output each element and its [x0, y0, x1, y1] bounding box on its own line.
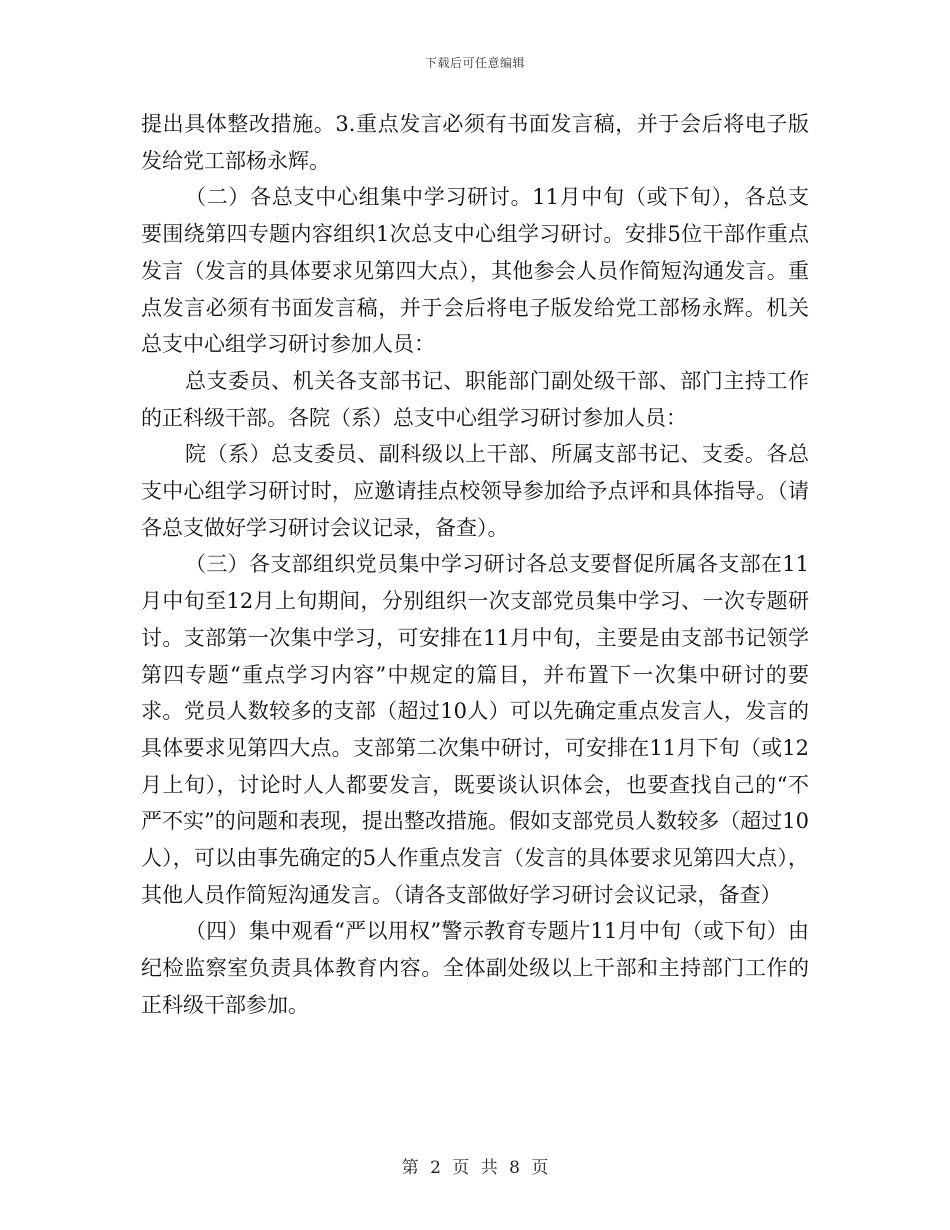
paragraph-section-3: （三）各支部组织党员集中学习研讨各总支要督促所属各支部在11月中旬至12月上旬期间，分别组织一次支部党员集中学习、一次专题研讨。支部第一次集中学习，可安排在11月中旬，主要是由支部书记领学第四专题“重点学习内容”中规定的篇目，并布置下一次集中研讨的要求。党员人数较多的支部（超过10人）可以先确定重点发言人，发言的具体要求见第四大点。支部第二次集中研讨，可安排在11月下旬（或12月上旬），讨论时人人都要发言，既要谈认识体会，也要查找自己的“不严不实”的问题和表现，提出整改措施。假如支部党员人数较多（超过10人），可以由事先确定的5人作重点发言（发言的具体要求见第四大点），其他人员作简短沟通发言。（请各支部做好学习研讨会议记录，备查）: [141, 552, 809, 907]
paragraph-participants-office: 总支委员、机关各支部书记、职能部门副处级干部、部门主持工作的正科级干部。各院（系）总支中心组学习研讨参加人员：: [141, 368, 809, 430]
page-header: 下载后可任意编辑: [424, 56, 525, 70]
paragraph-section-4: （四）集中观看“严以用权”警示教育专题片11月中旬（或下旬）由纪检监察室负责具体教育内容。全体副处级以上干部和主持部门工作的正科级干部参加。: [141, 919, 809, 1017]
page-footer: 第 2 页 共 8 页: [401, 1158, 549, 1178]
paragraph-participants-college: 院（系）总支委员、副科级以上干部、所属支部书记、支委。各总支中心组学习研讨时，应邀请挂点校领导参加给予点评和具体指导。（请各总支做好学习研讨会议记录，备查）。: [141, 442, 809, 540]
document-body: [141, 106, 809, 1024]
paragraph-section-2: （二）各总支中心组集中学习研讨。11月中旬（或下旬），各总支要围绕第四专题内容组织1次总支中心组学习研讨。安排5位干部作重点发言（发言的具体要求见第四大点），其他参会人员作简短沟通发言。重点发言必须有书面发言稿，并于会后将电子版发给党工部杨永辉。机关总支中心组学习研讨参加人员：: [141, 185, 809, 357]
paragraph-continuation: 提出具体整改措施。3.重点发言必须有书面发言稿，并于会后将电子版发给党工部杨永辉。: [141, 112, 809, 173]
